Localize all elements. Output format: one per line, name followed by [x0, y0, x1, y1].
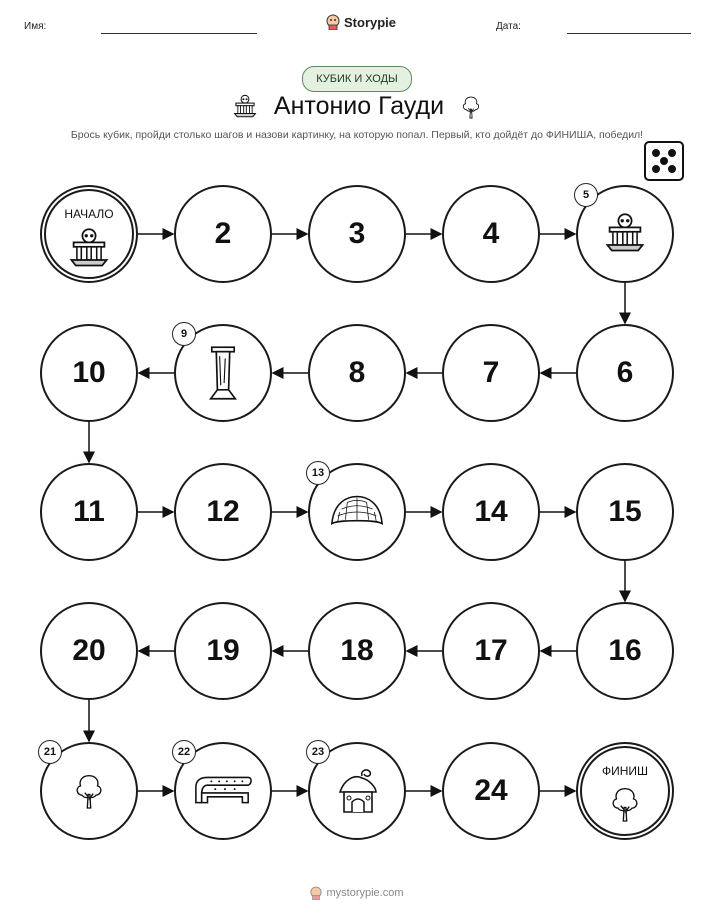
space-9: [174, 324, 272, 422]
start-space: [40, 185, 138, 283]
space-3: [308, 185, 406, 283]
finish-space: [576, 742, 674, 840]
space-number: 3: [348, 217, 366, 250]
storypie-mascot-icon: [310, 886, 322, 900]
space-number: 8: [348, 356, 366, 389]
space-23: [308, 742, 406, 840]
space-6: [576, 324, 674, 422]
space-16: [576, 602, 674, 700]
space-2: [174, 185, 272, 283]
space-number: 5: [574, 183, 598, 207]
tree-icon: [608, 784, 642, 829]
finish-label: ФИНИШ: [601, 764, 649, 778]
space-number: 10: [72, 356, 106, 389]
category-badge: КУБИК И ХОДЫ: [302, 66, 412, 92]
space-7: [442, 324, 540, 422]
space-10: [40, 324, 138, 422]
space-12: [174, 463, 272, 561]
space-number: 7: [482, 356, 500, 389]
footer-site: mystorypie.com: [326, 887, 404, 899]
space-14: [442, 463, 540, 561]
space-20: [40, 602, 138, 700]
gingerbread-house-icon: [332, 766, 382, 816]
space-number: 13: [306, 461, 330, 485]
space-19: [174, 602, 272, 700]
space-24: [442, 742, 540, 840]
space-number: 22: [172, 740, 196, 764]
space-number: 6: [616, 356, 634, 389]
space-13: [308, 463, 406, 561]
space-4: [442, 185, 540, 283]
space-21: [40, 742, 138, 840]
date-label: Дата:: [496, 21, 521, 32]
space-8: [308, 324, 406, 422]
space-number: 15: [608, 495, 642, 528]
instructions: Брось кубик, пройди столько шагов и назови картинку, на которую попал. Первый, кто дойдёт до ФИНИША, победил!: [70, 129, 644, 141]
brand-name: Storypie: [344, 14, 397, 30]
space-22: [174, 742, 272, 840]
space-number: 18: [340, 634, 374, 667]
space-number: 20: [72, 634, 106, 667]
mosaic-bench-icon: [192, 773, 254, 809]
balcony-skull-icon: [67, 227, 111, 276]
space-5: [576, 185, 674, 283]
space-number: 19: [206, 634, 240, 667]
space-18: [308, 602, 406, 700]
space-number: 4: [482, 217, 500, 250]
space-number: 12: [206, 495, 240, 528]
space-11: [40, 463, 138, 561]
space-number: 11: [73, 495, 105, 528]
space-number: 14: [474, 495, 508, 528]
space-number: 17: [474, 634, 508, 667]
footer: [0, 886, 714, 900]
space-number: 21: [38, 740, 62, 764]
space-number: 23: [306, 740, 330, 764]
start-label: НАЧАЛО: [64, 207, 114, 221]
space-number: 2: [214, 217, 232, 250]
space-15: [576, 463, 674, 561]
space-number: 24: [474, 774, 508, 807]
name-label: Имя:: [24, 21, 47, 32]
page-title: Антонио Гауди: [273, 92, 445, 120]
balcony-skull-icon: [603, 212, 647, 256]
space-number: 9: [172, 322, 196, 346]
tree-icon: [72, 771, 106, 811]
space-number: 16: [608, 634, 642, 667]
tiled-roof-icon: [328, 492, 386, 532]
space-17: [442, 602, 540, 700]
column-icon: [206, 345, 240, 401]
